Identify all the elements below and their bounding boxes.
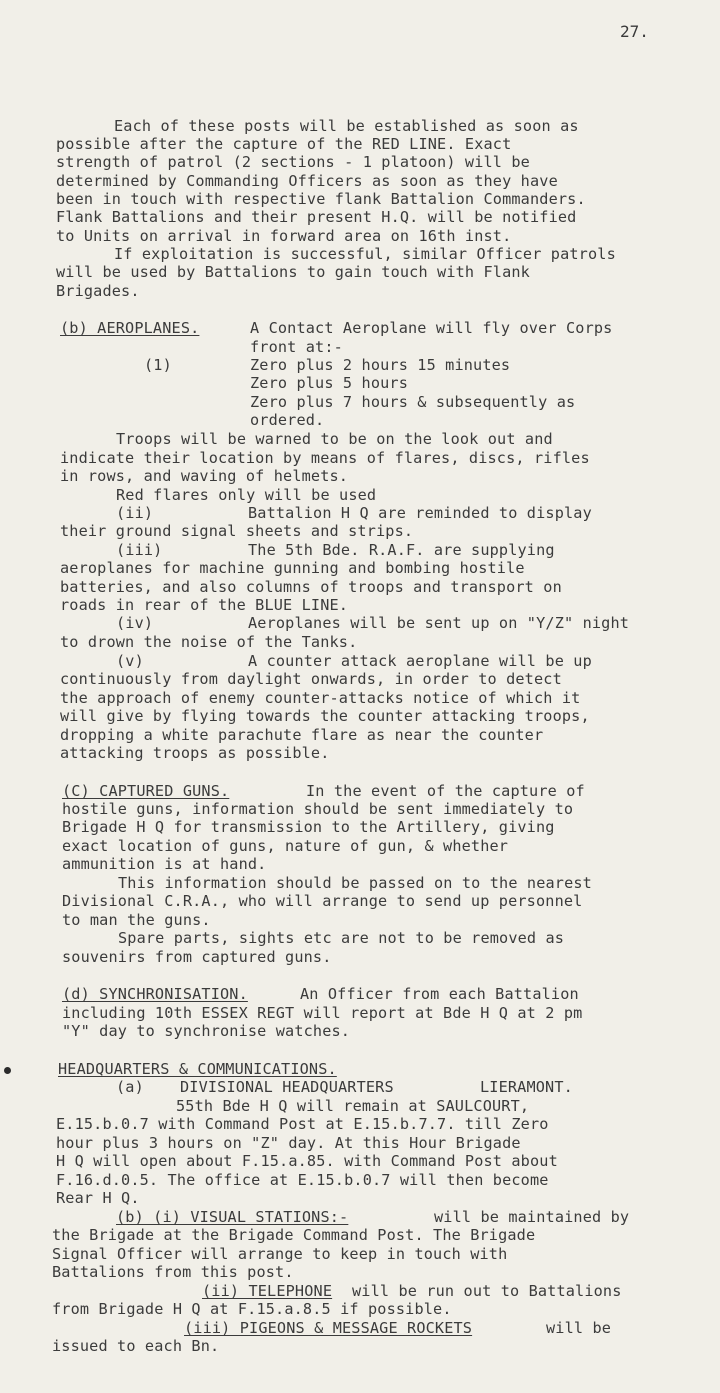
item-marker: (iii) [116, 541, 163, 559]
text-line: E.15.b.0.7 with Command Post at E.15.b.7.7. till Zero [56, 1115, 549, 1133]
text-line: Brigade H Q for transmission to the Artillery, giving [62, 818, 555, 836]
text-line: continuously from daylight onwards, in order to detect [60, 670, 562, 688]
text-line: Each of these posts will be established as soon as [114, 117, 579, 135]
text-line: Rear H Q. [56, 1189, 140, 1207]
text-line: H Q will open about F.15.a.85. with Command Post about [56, 1152, 558, 1170]
text-line: ordered. [250, 411, 325, 429]
text-line: the approach of enemy counter-attacks notice of which it [60, 689, 581, 707]
text-line: front at:- [250, 338, 343, 356]
text-line: Zero plus 2 hours 15 minutes [250, 356, 511, 374]
text-line: This information should be passed on to the nearest [118, 874, 592, 892]
text-line: will give by flying towards the counter attacking troops, [60, 707, 590, 725]
text-line: roads in rear of the BLUE LINE. [60, 596, 349, 614]
text-line: Aeroplanes will be sent up on "Y/Z" night [248, 614, 630, 632]
text-line: hour plus 3 hours on "Z" day. At this Hour Brigade [56, 1134, 521, 1152]
text-line: If exploitation is successful, similar Officer patrols [114, 245, 616, 263]
text-line: F.16.d.0.5. The office at E.15.b.0.7 will then become [56, 1171, 549, 1189]
text-line: Battalion H Q are reminded to display [248, 504, 592, 522]
page-number: 27. [620, 22, 649, 41]
text-line: will be [546, 1319, 612, 1337]
text-line: will be run out to Battalions [352, 1282, 622, 1300]
item-marker: (v) [116, 652, 144, 670]
section-heading-aeroplanes: (b) AEROPLANES. [60, 319, 200, 337]
text-line: will be used by Battalions to gain touch with Flank [56, 263, 530, 281]
text-line: attacking troops as possible. [60, 744, 330, 762]
text-line: LIERAMONT. [480, 1078, 573, 1096]
text-line: in rows, and waving of helmets. [60, 467, 349, 485]
item-marker: (1) [144, 356, 172, 374]
item-marker: (a) [116, 1078, 144, 1096]
text-line: A Contact Aeroplane will fly over Corps [250, 319, 613, 337]
text-line: ammunition is at hand. [62, 855, 267, 873]
text-line: from Brigade H Q at F.15.a.8.5 if possible. [52, 1300, 452, 1318]
text-line: Divisional C.R.A., who will arrange to send up personnel [62, 892, 583, 910]
text-line: to Units on arrival in forward area on 16th inst. [56, 227, 512, 245]
text-line: determined by Commanding Officers as soon as they have [56, 172, 558, 190]
text-line: to man the guns. [62, 911, 211, 929]
section-heading-visual-stations: (b) (i) VISUAL STATIONS:- [116, 1208, 349, 1226]
text-line: batteries, and also columns of troops and transport on [60, 578, 562, 596]
section-heading-telephone: (ii) TELEPHONE [202, 1282, 333, 1300]
text-line: will be maintained by [434, 1208, 630, 1226]
text-line: strength of patrol (2 sections - 1 platoon) will be [56, 153, 530, 171]
section-heading-headquarters: HEADQUARTERS & COMMUNICATIONS. [58, 1060, 337, 1078]
text-line: indicate their location by means of flares, discs, rifles [60, 449, 590, 467]
item-marker: (ii) [116, 504, 154, 522]
text-line: "Y" day to synchronise watches. [62, 1022, 351, 1040]
text-line: Troops will be warned to be on the look out and [116, 430, 553, 448]
text-line: Flank Battalions and their present H.Q. will be notified [56, 208, 577, 226]
text-line: possible after the capture of the RED LINE. Exact [56, 135, 512, 153]
text-line: Brigades. [56, 282, 140, 300]
text-line: A counter attack aeroplane will be up [248, 652, 592, 670]
text-line: Signal Officer will arrange to keep in touch with [52, 1245, 508, 1263]
text-line: aeroplanes for machine gunning and bombing hostile [60, 559, 525, 577]
text-line: dropping a white parachute flare as near the counter [60, 726, 544, 744]
text-line: 55th Bde H Q will remain at SAULCOURT, [176, 1097, 530, 1115]
text-line: exact location of guns, nature of gun, & whether [62, 837, 509, 855]
text-line: Spare parts, sights etc are not to be removed as [118, 929, 565, 947]
text-line: issued to each Bn. [52, 1337, 220, 1355]
text-line: Red flares only will be used [116, 486, 377, 504]
text-line: In the event of the capture of [306, 782, 585, 800]
section-heading-synchronisation: (d) SYNCHRONISATION. [62, 985, 248, 1003]
bullet-mark [4, 1067, 11, 1074]
text-line: Zero plus 5 hours [250, 374, 408, 392]
text-line: been in touch with respective flank Battalion Commanders. [56, 190, 586, 208]
text-line: to drown the noise of the Tanks. [60, 633, 358, 651]
text-line: The 5th Bde. R.A.F. are supplying [248, 541, 555, 559]
text-line: Zero plus 7 hours & subsequently as [250, 393, 576, 411]
item-marker: (iv) [116, 614, 154, 632]
section-heading-pigeons: (iii) PIGEONS & MESSAGE ROCKETS [184, 1319, 473, 1337]
text-line: their ground signal sheets and strips. [60, 522, 414, 540]
text-line: including 10th ESSEX REGT will report at Bde H Q at 2 pm [62, 1004, 583, 1022]
text-line: the Brigade at the Brigade Command Post. The Brigade [52, 1226, 536, 1244]
section-heading-captured-guns: (C) CAPTURED GUNS. [62, 782, 230, 800]
text-line: Battalions from this post. [52, 1263, 294, 1281]
text-line: DIVISIONAL HEADQUARTERS [180, 1078, 394, 1096]
text-line: souvenirs from captured guns. [62, 948, 332, 966]
text-line: hostile guns, information should be sent immediately to [62, 800, 574, 818]
text-line: An Officer from each Battalion [300, 985, 579, 1003]
